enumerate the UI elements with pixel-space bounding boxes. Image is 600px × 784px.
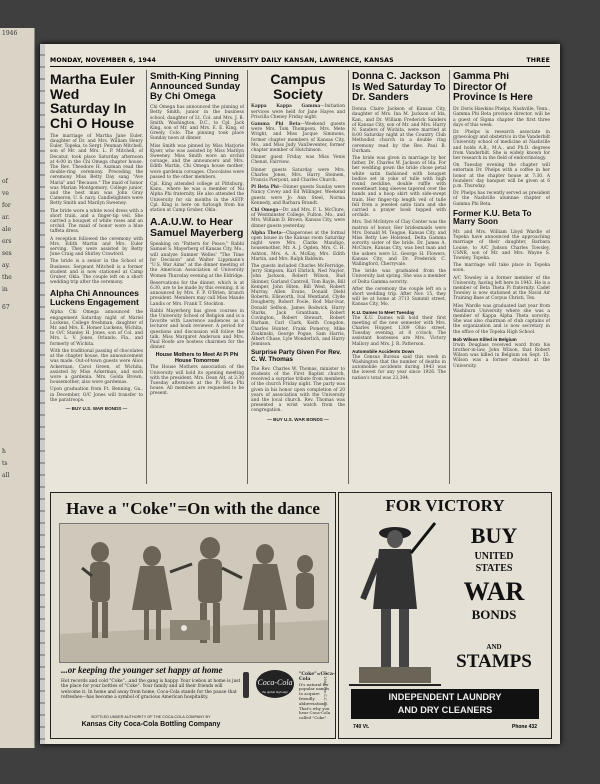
article-headline: House Mothers to Meet At Pi Phi House Tomorrow <box>155 352 239 365</box>
article-paragraph: The bride is a senior in the School of Business. Sergeant Mitchell is a former student and is now stationed at Camp Gruber, Okla. The couple left on a short wedding trip after the ceremony. <box>50 259 143 286</box>
society-entry-title: Alpha Theta <box>251 230 282 236</box>
column-5 <box>453 72 550 488</box>
war-bonds-advertisement <box>338 492 552 739</box>
article-paragraph: The bride was given in marriage by her father, Dr. Charles W. Jackson of Ida. For her wedding gown the bride chose petal white satin fashioned with bouquet bodice set in yoke of tulle with high round neckline, double ruffle with sweetheart long sleeves tapered over the hands and a hoop skirt with side-swept train. Her finger-tip length veil of tulle fell from a jeweled satin tiara and she carried a prayer book topped with orchids. <box>352 155 446 219</box>
article-paragraph: Dr. Phelps is research associate in gynecology and obstetrics in the Vanderbilt University school of medicine at Nashville and holds A.B., M.A., and Ph.D. degrees from Vanderbilt. She is widely known for her research in the field of endocrinology. <box>453 129 550 161</box>
article-headline: K.U. Dames to Meet Tuesday <box>352 309 415 315</box>
prev-fragment: ay. <box>2 262 11 269</box>
bottler-name: Kansas City Coca-Cola Bottling Company <box>81 721 221 728</box>
article-paragraph: —Dr. and Mrs. F. L. McClure, of Westminster College, Fulton, Mo., and Mrs. William D. Brown, Kansas City, were dinner guests yesterday. <box>251 208 345 229</box>
article-paragraph: Alpha Chi Omega announced the engagement Saturday night of Mariel Luckens, College freshman, daughter of Mr. and Mrs. E. Homer Luckens, Wichita, to O/C Stanley H. Jones, son of Col. and Mrs. L. V. Jones, Orlando, Fla., and formerly of Wichita. <box>50 310 143 347</box>
article-paragraph: Dr. Phelps has recently served as president of the Nashville alumnae chapter of Gamma Phi Beta. <box>453 191 550 207</box>
bottler-notice: BOTTLED UNDER AUTHORITY OF THE COCA-COLA COMPANY BY <box>91 715 211 719</box>
bond-word: AND <box>486 643 502 651</box>
bond-word: BUY <box>470 523 518 548</box>
article-paragraph: Miss Wardle was graduated last year from Washburn University where she was a member of Kappa Alpha Theta sorority. She was also chairman of club captains of the organization and is now secretary in the office of the Topeka High School. <box>453 303 550 335</box>
article-headline: Martha Euler Wed Saturday In Chi O House <box>50 72 135 132</box>
column-rule <box>348 70 349 484</box>
sponsor-phone: Phone 432 <box>511 724 537 730</box>
article-paragraph: Cpl. King attended college at Pittsburg, Kans., where he was a member of Nu Alpha Phi fraternity. He also attended the University for six months in the ASTP. Cpl. King is here on furlough from his station at Camp Gruber, Okla. <box>150 182 244 214</box>
article-paragraph: The bride wore a white wool dress with a short train, and a finger-tip veil. She carried a bouquet of white roses and an orchid. The maid of honor wore a blue taffeta dress. <box>50 208 143 235</box>
column-3 <box>251 72 345 488</box>
article-paragraph: The marriage will take place in Topeka soon. <box>453 263 550 274</box>
paper-name: UNIVERSITY DAILY KANSAN, LAWRENCE, KANSAS <box>215 57 394 64</box>
article-paragraph: The guests included Charles McFerridge, Jerry Simpson, Karl Ehrlich, Ned Naylor, John Jackson, Robert Wilson, Bud Skinner, Garland Cantrell, Tom Bayle, Bill Kemper, John Hiten, Bill West, Robert Murray, Allen Evans, Donald Diehl Roberts, Ellsworth, Ival Wentland, Clyde Dougherty, Robert Poole, Rod Mar-Ivar, Donald Selfson, James Rodwick, Harry Starks, Jack Grantham, Robert Covington, Robert Stewart, Robert Barham, Carl Clark, Keith Congdon, Charles Hunter, Frank Pomeroy, Mike Zoukinski, George Pogue, Sam Harris, Albert Chase, Lyle Wonderlich, and Harry Jennison. <box>251 264 345 348</box>
article-headline: A.A.U.W. to Hear Samuel Mayerberg <box>150 216 244 240</box>
article-paragraph: After the ceremony the couple left on a short wedding trip. After Nov. 15, they will be at home at 3713 Summit street, Kansas City, Mo. <box>352 286 446 308</box>
article-paragraph: The Census Bureau said this week in Washington that the number of deaths in automobile accidents during 1943 was the lowest for any year since 1926. The nation's total was 23,394. <box>352 354 446 381</box>
sponsor-address: 740 Vt. <box>353 724 370 730</box>
war-bonds-divider: — BUY U.S. WAR BONDS — <box>267 416 329 422</box>
ad-copyright: © 1944 The C-C Co. <box>323 671 327 708</box>
dancing-teens-illustration <box>59 523 329 663</box>
article-paragraph: Miss Smith was pinned by Miss Marjorie Kyser, who was assisted by Miss Marilyn Sweeney. Miss Smith wore an orchid corsage, and the announcers and Mrs. Edith Martin, Chi Omega house mother, wore gardenia corsages. Chocolates were passed to the other members. <box>150 143 244 180</box>
ad-title: Have a "Coke"=On with the dance <box>66 499 320 518</box>
society-entry-title: Gamma Phi Beta <box>251 121 301 127</box>
article-paragraph: —Chaperones at the formal open house in the Kansas room Saturday night were Mrs. Clarke Mandigo, housemother, Mr. A. J. Ogden, Mrs. C. H. Ashton, Mrs. A. A. McKay, Mrs. Edith Martin, and Mrs. Ralph Baldwin. <box>251 230 345 262</box>
caption-title: "Coke"=Coca-Cola <box>299 672 335 682</box>
article-headline: Former K.U. Beta To Marry Soon <box>453 208 532 227</box>
prev-fragment: 67 <box>2 304 10 311</box>
sponsor-banner <box>351 689 539 719</box>
war-bonds-divider: — BUY U.S. WAR BONDS — <box>65 405 128 411</box>
badge-word: Coca-Cola <box>257 678 293 687</box>
article-paragraph: A/C Towsley is a former member of the University, having left here in 1943. He is a member of Beta Theta Pi fraternity. Cadet Towsley is now stationed at the Naval Air Training Base at Corpus Christi, Tex. <box>453 275 550 302</box>
prev-fragment: all <box>2 472 10 479</box>
page-number: THREE <box>526 57 550 64</box>
caption-body: It's natural for popular names to acquire friendly abbreviations. That's why you hear Coca-Cola called "Coke". <box>299 681 331 721</box>
article-paragraph: Dr. Doris Hawkins Phelps, Nashville, Tenn., Gamma Phi Beta province director, will be a guest of Sigma chapter the first three days of this week. <box>453 107 550 128</box>
article-paragraph: Mrs. Ted McIntyre of Clay Center was the matron of honor. Her bridesmaids were Mrs. Donald M. Teague, Kansas City, and Miss Betty Lee Holstead, Delta Gamma sorority sister of the bride. Dr. James A. McClure, Kansas City, was best man and the ushers were Lt. George H. Flowers, Kansas City, and Dr. Frederick C. Wallingford, Cherryvale. <box>352 220 446 267</box>
bond-word: WAR <box>463 577 525 606</box>
column-4 <box>352 72 446 488</box>
previous-page-edge <box>0 28 35 748</box>
coca-cola-badge <box>241 668 295 700</box>
column-1 <box>50 72 143 488</box>
article-paragraph: Speaking on "Pattern for Peace," Rabbi Samuel S. Mayerberg of Kansas City, Mo., will analyze Sumner Welles' "The Time for Decision" and Walter Lippmann's "U.S. War Aims" at the dinner meeting of the American Association of University Women Thursday evening at the Eldridge. <box>150 242 244 279</box>
prev-fragment: of <box>2 178 8 185</box>
coca-cola-advertisement <box>50 492 336 739</box>
ad-slogan: ...or keeping the younger set happy at home <box>61 665 223 675</box>
article-paragraph: Reservations for the dinner, which is at 6:30, are to be made by this evening, it is announced by Mrs. F. P. O'Brien, branch president. Members may call Miss Maude Landis or Mrs. Frank T. Stockton. <box>150 280 244 307</box>
coke-caption <box>299 673 333 721</box>
article-headline: Smith-King Pinning Announced Sunday By Chi Omega <box>150 72 241 103</box>
issue-date: MONDAY, NOVEMBER 6, 1944 <box>50 57 157 64</box>
dancing-teens-drawing <box>60 524 328 662</box>
ad-body: Hot records and cold "Coke"...and the gang is happy. Your icebox at home is just the place for your bottles of "Coke". Your family and all their friends will welcome it. In home and away from home, Coca-Cola stands for the pause that refreshes—has become a symbol of gracious American hospitality. <box>61 679 241 701</box>
prev-fragment: in <box>2 286 8 293</box>
badge-tagline: the global high-sign <box>261 690 289 694</box>
society-entry-title: Pi Beta Phi <box>251 185 279 191</box>
society-entry-title: Chi Omega <box>251 208 279 214</box>
column-rule <box>449 70 450 484</box>
article-paragraph: The bride was graduated from the University last spring. She was a member of Delta Gamma sorority. <box>352 269 446 285</box>
binding-edge <box>40 44 45 744</box>
article-headline: Automobile Accidents Down <box>352 348 415 354</box>
prev-fragment: ve <box>2 190 9 197</box>
society-entry-title: Kappa Kappa Gamma <box>251 104 321 110</box>
minuteman-statue-illustration <box>349 519 441 687</box>
article-headline: Alpha Chi Announces Luckens Engagement <box>50 288 139 308</box>
bond-word: STAMPS <box>456 651 532 672</box>
prev-fragment: ers <box>2 238 12 245</box>
running-head <box>50 57 550 67</box>
article-paragraph: —Dinner guests Sunday were Nancy Covey and Ed Willinger. Weekend guests were Jo Ann Steel, Norma Kennedy, and Barbara Brandt. <box>251 185 345 206</box>
prev-fragment: ar. <box>2 214 10 221</box>
prev-fragment: ale <box>2 226 12 233</box>
bond-word: UNITED <box>474 551 514 562</box>
ad-title: FOR VICTORY <box>385 496 505 515</box>
article-paragraph: On Tuesday evening the chapter will entertain Dr. Phelps with a coffee in her honor at the chapter house at 7:30. A founders' day banquet will be given at 6 p.m. Thursday. <box>453 163 550 189</box>
bond-word: BONDS <box>471 607 517 622</box>
article-headline: Gamma Phi Director Of Province Is Here <box>453 72 533 104</box>
article-paragraph: The House Mothers association of the University will hold its opening meeting with the president, Mrs. Dean Alt, at 2:30 Tuesday afternoon at the Pi Beta Phi house. All members are requested to be present. <box>150 365 244 397</box>
article-paragraph: A reception followed the ceremony with Mrs. Edith Martin and Mrs. Euler serving. They were assisted by Betty June Craig and Shirley Crawford. <box>50 236 143 258</box>
article-paragraph: With the traditional passing of chocolates at the chapter house, the announcement was made. Out-of-town guests were Alice Ackerman, Carol Green, of Wichita, assisted by Miss Ackerman, and each wore a gardenia. Mrs. Golda Brown, housemother, also wore gardenias. <box>50 348 143 386</box>
article-paragraph: Rabbi Mayerberg has given courses in the University School of Religion and is a favorite with Lawrence audiences as a lecturer and book reviewer. A period for questions and discussion will follow the talk. Miss Margaret Anderson and Mrs. Paul Roofe are hostess chairmen for the dinner. <box>150 308 244 351</box>
column-rule <box>146 70 147 484</box>
newspaper-page <box>40 44 560 744</box>
coca-cola-logo-icon <box>241 668 295 702</box>
article-paragraph: —Initiation services were held for Jane Hayes and Priscilla Cheney Friday night. <box>251 104 345 120</box>
prev-fragment: 1946 <box>2 30 18 37</box>
article-paragraph: Dinner guests Saturday were Mrs. Charles Jones, Mrs. Harry Steinem, Francis Pierpont, and Charles Church. <box>251 167 345 184</box>
article-headline: Surprise Party Given For Rev. C. W. Thomas <box>251 349 342 364</box>
article-paragraph: Mr. and Mrs. William Lloyd Wardle of Topeka have announced the approaching marriage of their daughter, Barbara Louise, to A/C Judson Charles Towsley, USNR, son of Mr. and Mrs. Wayne S. Towsley, Topeka. <box>453 229 550 261</box>
sponsor-line: AND DRY CLEANERS <box>397 705 493 715</box>
article-paragraph: Chi Omega has announced the pinning of Betty Smith, junior in the business school, daughter of Lt. Col. and Mrs. J. B. Smith, Washington, D.C., to Cpl. Jack King, son of Mr. and Mrs. E. E. King, of Greely, Colo. The pinning took place Sunday noon at dinner. <box>150 105 244 142</box>
bond-word: STATES <box>475 563 513 574</box>
article-paragraph: Dinner guest Friday was Miss Venis Chenat, Fairview. <box>251 155 345 166</box>
sponsor-line: INDEPENDENT LAUNDRY <box>388 692 502 702</box>
article-paragraph: Upon graduation from Ft. Benning, Ga., in December, O/C Jones will transfer to the paratroops. <box>50 387 143 403</box>
section-headline: Campus Society <box>270 72 326 102</box>
prev-fragment: ses <box>2 250 12 257</box>
article-headline: Donna C. Jackson Is Wed Saturday To Dr. Sanders <box>352 72 446 104</box>
prev-fragment: the <box>2 274 12 281</box>
prev-fragment: h <box>2 448 6 455</box>
article-paragraph: The Rev. Charles W. Thomas, minister to students of the First Baptist church, received a surprise tribute from members of the church Friday night. The party was given in his honor upon completion of 20 years of association with the University and the local church. Rev. Thomas was presented a wrist watch from the congregation. <box>251 366 345 414</box>
column-rule <box>247 70 248 484</box>
article-paragraph: The K.U. Dames will hold their first meeting of the new semester with Mrs. Charles Hopper, 1309 Ohio street, Tuesday evening, at 8 o'clock. The assistant hostesses are Mrs. Victory Mallory and Mrs. J. R. Patterson. <box>352 315 446 347</box>
article-paragraph: Irwin Douglass received word from his brother-in-law, John Wilson, that Robert Wilson was killed in Belgium on Sept. 15. Wilson was a former student at the University. <box>453 342 550 369</box>
article-paragraph: Donna Claire Jackson of Kansas City, daughter of Mrs. Ina M. Jackson of Ida, Kan., and Dr. William Frederick Sanders of Kansas City, son of Mr. and Mrs. Harry N. Sanders of Wichita, were married at 8:00 Saturday night at the Country Club Methodist church in a double ring ceremony read by the Rev. Paul B. Durham. <box>352 107 446 154</box>
article-paragraph: —Weekend guests were Mrs. Tom Thompson, Mrs. Mete Wright, and Miss Jacque Simmons, former chapter members of Kansas City, Mo., and Miss Judy VanDeventer, former chapter member of Hutchinson. <box>251 121 345 153</box>
article-paragraph: The marriage of Martha Jane Euler, daughter of Dr. and Mrs. William Henry Euler, Topeka, to Sergt. Penman Mitchell, son of Mr. and Mrs. L. P. Mitchell, of Decatur, took place Saturday afternoon at 4:00 in the Chi Omega chapter house. The Rev. Theodore H. Aszman read the double-ring ceremony. Preceding the ceremony Miss Betty Day sang "Ave Maria" and "Because." The maid of honor was Marian Montgomery, College junior, and the best man was John Gray Cameron, U. S. navy. Candlelighters were Betty Smith and Marilyn Sweeney. <box>50 133 143 207</box>
article-headline: Bob Wilson Killed in Belgium <box>453 336 517 342</box>
prev-fragment: for <box>2 202 11 209</box>
column-2 <box>150 72 244 488</box>
prev-fragment: ts <box>2 460 8 467</box>
